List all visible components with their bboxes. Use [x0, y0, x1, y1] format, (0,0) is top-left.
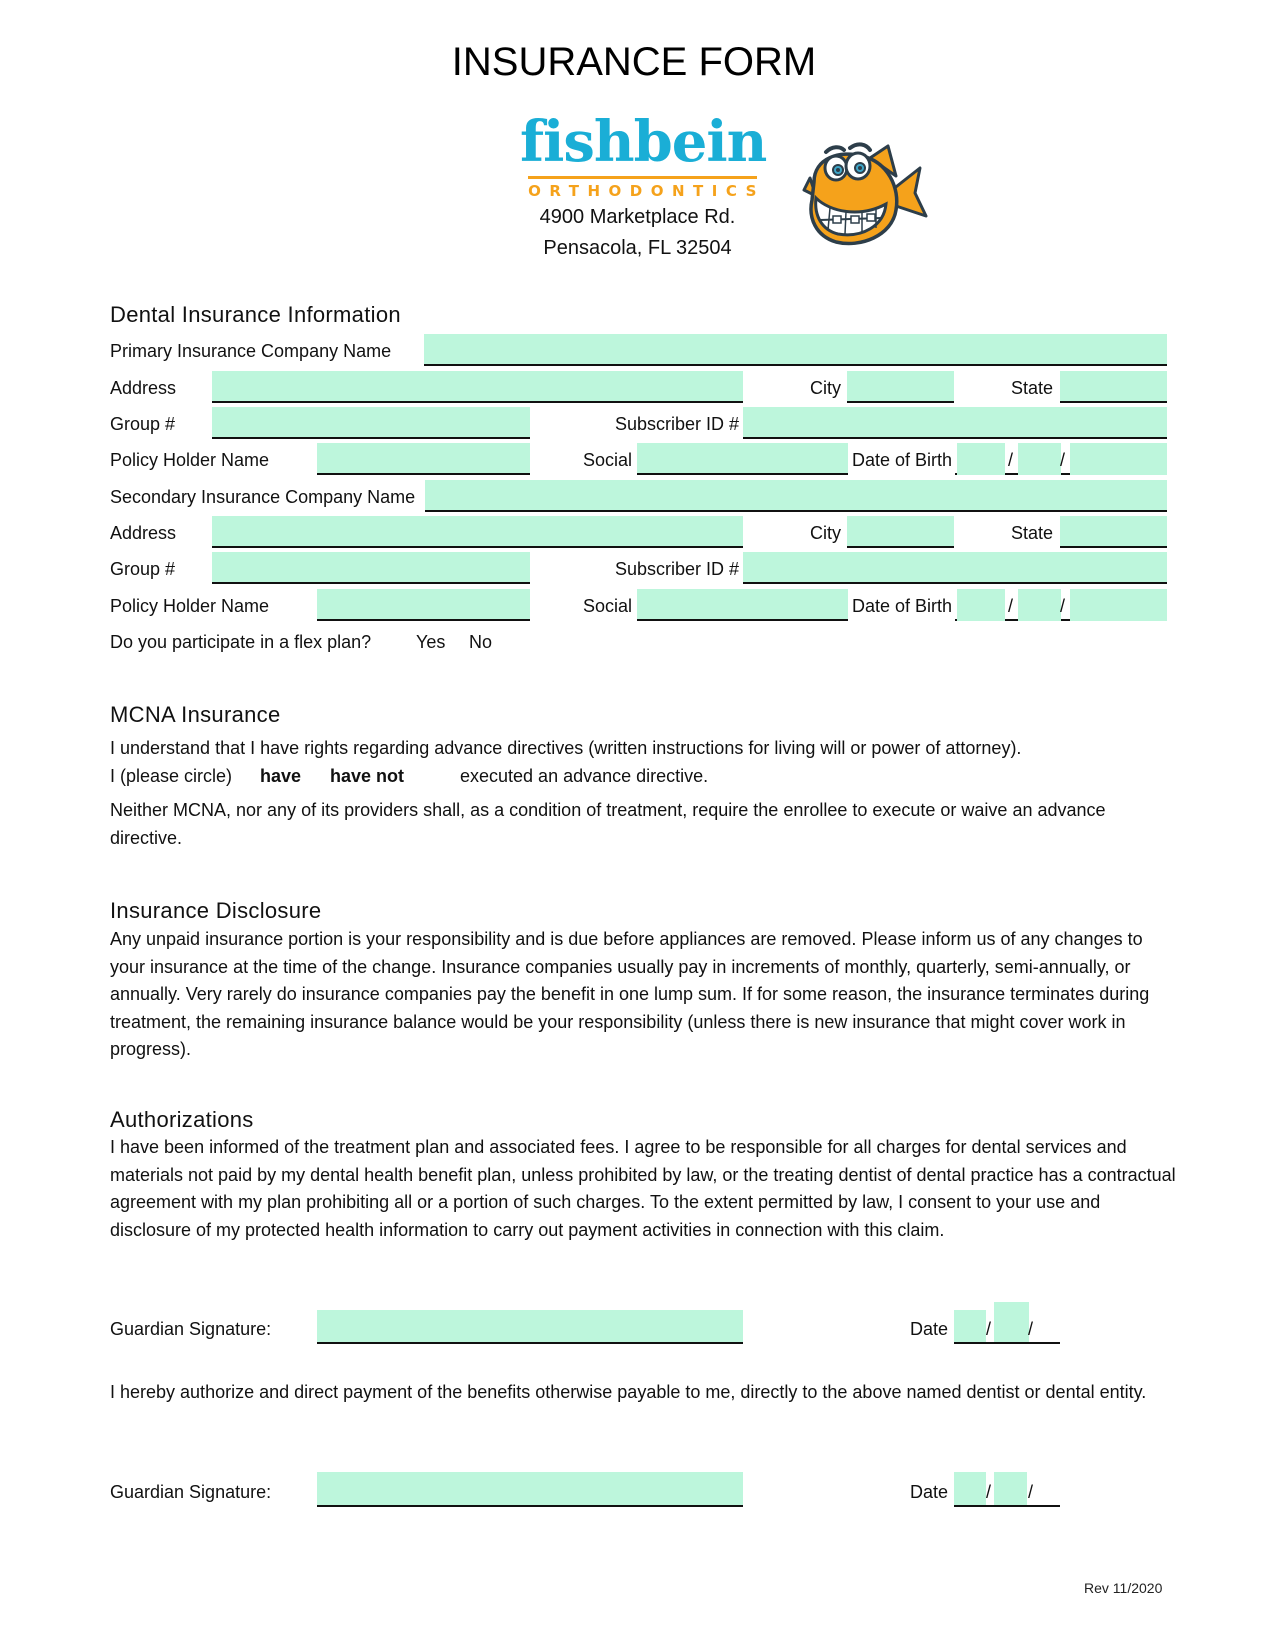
mcna-option-have[interactable]: have	[260, 766, 302, 786]
primary-dob-month-field[interactable]	[957, 443, 1005, 475]
primary-city-field[interactable]	[847, 371, 954, 403]
disclosure-text: Any unpaid insurance portion is your responsibility and is due before appliances are removed. Please inform us of any changes to your insurance at the time of the change. Insurance companies usually pay in increments of monthly, quarterly, semi-annually, or annually. Very rarely do insurance companies pay the benefit in one lump sum. If for some reason, the insurance terminates during treatment, the remaining insurance balance would be your responsibility (unless there is new insurance that might cover work in progress).	[110, 929, 1150, 1059]
secondary-group-field[interactable]	[212, 552, 530, 584]
secondary-city-field[interactable]	[847, 516, 954, 548]
address-line-1: 4900 Marketplace Rd.	[539, 206, 736, 228]
secondary-group-label: Group #	[110, 559, 176, 579]
section-heading-disclosure: Insurance Disclosure	[110, 898, 322, 923]
mcna-condition-text: Neither MCNA, nor any of its providers shall, as a condition of treatment, require the enrollee to execute or waive an advance directive.	[110, 800, 1106, 848]
secondary-company-label: Secondary Insurance Company Name	[110, 487, 416, 507]
address-line-2: Pensacola, FL 32504	[543, 237, 732, 259]
primary-dob-day-field[interactable]	[1018, 443, 1061, 475]
date-day-field-2[interactable]	[994, 1472, 1027, 1505]
fishbein-logo	[520, 109, 767, 200]
mcna-circle-suffix: executed an advance directive.	[460, 766, 709, 786]
secondary-state-label: State	[1011, 523, 1054, 543]
date-separator: /	[1028, 1319, 1034, 1339]
secondary-dob-month-field[interactable]	[957, 589, 1005, 621]
primary-state-field[interactable]	[1060, 371, 1167, 403]
dob-separator: /	[1008, 450, 1014, 470]
date-label-2: Date	[910, 1482, 949, 1502]
primary-company-label: Primary Insurance Company Name	[110, 341, 392, 361]
secondary-dob-day-field[interactable]	[1018, 589, 1061, 621]
secondary-holder-field[interactable]	[317, 589, 530, 621]
logo-divider	[528, 176, 757, 179]
page-title: INSURANCE FORM	[451, 40, 817, 84]
secondary-company-field[interactable]	[425, 480, 1167, 512]
guardian-signature-field-2[interactable]	[317, 1472, 743, 1507]
flex-plan-yes-option[interactable]: Yes	[416, 632, 446, 652]
guardian-signature-field-1[interactable]	[317, 1310, 743, 1344]
date-separator: /	[986, 1319, 992, 1339]
date-label-1: Date	[910, 1319, 949, 1339]
authorizations-text: I have been informed of the treatment plan and associated fees. I agree to be responsible for all charges for dental services and materials not paid by my dental health benefit plan, unless prohibited by law, or the treating dentist of dental practice has a contractual agreement with my plan prohibiting all or a portion of such charges. To the extent permitted by law, I consent to your use and disclosure of my protected health information to carry out payment activities in connection with this claim.	[110, 1137, 1176, 1240]
primary-group-label: Group #	[110, 414, 176, 434]
primary-state-label: State	[1011, 378, 1054, 398]
payment-authorization-text: I hereby authorize and direct payment of the benefits otherwise payable to me, directly to the above named dentist or dental entity.	[110, 1382, 1147, 1402]
dob-separator: /	[1008, 596, 1014, 616]
secondary-state-field[interactable]	[1060, 516, 1167, 548]
mcna-option-have-not[interactable]: have not	[330, 766, 405, 786]
secondary-dob-label: Date of Birth	[852, 596, 953, 616]
secondary-subscriber-field[interactable]	[743, 552, 1167, 584]
flex-plan-no-option[interactable]: No	[469, 632, 493, 652]
dob-separator: /	[1060, 596, 1066, 616]
primary-social-field[interactable]	[637, 443, 848, 475]
flex-plan-question: Do you participate in a flex plan?	[110, 632, 372, 652]
primary-dob-label: Date of Birth	[852, 450, 953, 470]
mcna-circle-prefix: I (please circle)	[110, 766, 233, 786]
fish-mascot-icon	[800, 138, 930, 253]
primary-subscriber-label: Subscriber ID #	[614, 414, 739, 434]
primary-social-label: Social	[583, 450, 633, 470]
secondary-social-label: Social	[583, 596, 633, 616]
date-separator: /	[1028, 1482, 1034, 1502]
date-month-field-2[interactable]	[954, 1472, 986, 1505]
logo-wordmark: fishbein	[520, 109, 767, 175]
primary-subscriber-field[interactable]	[743, 407, 1167, 439]
guardian-signature-label-2: Guardian Signature:	[110, 1482, 272, 1502]
date-month-field-1[interactable]	[954, 1310, 986, 1342]
primary-address-label: Address	[110, 378, 177, 398]
primary-address-field[interactable]	[212, 371, 743, 403]
section-heading-mcna: MCNA Insurance	[110, 702, 281, 727]
dob-separator: /	[1060, 450, 1066, 470]
secondary-social-field[interactable]	[637, 589, 848, 621]
primary-company-field[interactable]	[424, 334, 1167, 366]
secondary-address-label: Address	[110, 523, 177, 543]
secondary-subscriber-label: Subscriber ID #	[614, 559, 739, 579]
date-day-field-1[interactable]	[994, 1302, 1029, 1342]
date-separator: /	[986, 1482, 992, 1502]
primary-holder-label: Policy Holder Name	[110, 450, 270, 470]
secondary-dob-year-field[interactable]	[1070, 589, 1167, 621]
revision-label: Rev 11/2020	[1084, 1580, 1163, 1596]
logo-subtitle: ORTHODONTICS	[528, 182, 765, 200]
primary-dob-year-field[interactable]	[1070, 443, 1167, 475]
primary-holder-field[interactable]	[317, 443, 530, 475]
guardian-signature-label-1: Guardian Signature:	[110, 1319, 272, 1339]
section-heading-authorizations: Authorizations	[110, 1107, 254, 1132]
secondary-address-field[interactable]	[212, 516, 743, 548]
secondary-city-label: City	[810, 523, 841, 543]
mcna-rights-text: I understand that I have rights regarding advance directives (written instructions for living will or power of attorney).	[110, 738, 1022, 758]
primary-city-label: City	[810, 378, 841, 398]
section-heading-dental: Dental Insurance Information	[110, 302, 401, 327]
secondary-holder-label: Policy Holder Name	[110, 596, 270, 616]
primary-group-field[interactable]	[212, 407, 530, 439]
